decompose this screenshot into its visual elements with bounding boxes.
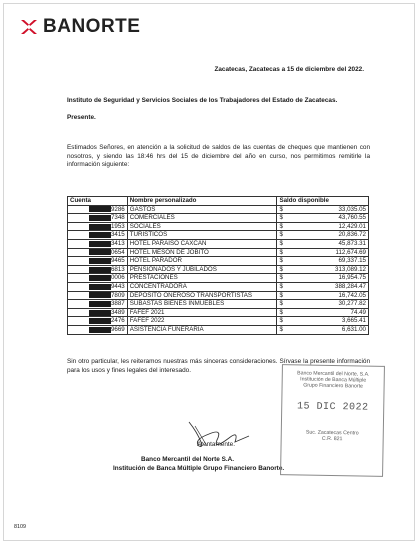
currency-symbol: $ (279, 317, 283, 325)
account-suffix: 2476 (110, 317, 125, 325)
currency-symbol: $ (279, 248, 283, 256)
cell-saldo (277, 291, 369, 300)
cell-nombre: CONCENTRADORA (127, 282, 277, 291)
cell-cuenta (68, 248, 128, 257)
cell-cuenta (68, 222, 128, 231)
stamp-date: 15 DIC 2022 (296, 400, 369, 414)
account-suffix: 9443 (110, 282, 125, 290)
stamp-code: C.R. 821 (321, 435, 343, 442)
banorte-logo (18, 16, 140, 38)
bank-stamp (280, 364, 385, 477)
cell-saldo (277, 265, 369, 274)
table-row (68, 308, 369, 317)
redaction-bar (89, 267, 111, 273)
cell-saldo (277, 248, 369, 257)
account-suffix: 9465 (110, 257, 125, 265)
table-row (68, 325, 369, 334)
cell-nombre: DEPOSITO ONEROSO TRANSPORTISTAS (127, 291, 277, 300)
account-suffix: 3415 (110, 231, 125, 239)
signature-bank-institution: Institución de Banca Múltiple Grupo Financiero Banorte. (113, 465, 285, 472)
cell-nombre: SUBASTAS BIENES INMUEBLES (127, 300, 277, 309)
stamp-line-2: Institución de Banca Múltiple (300, 376, 367, 384)
balance-value: 313,089.12 (335, 265, 366, 273)
balance-value: 16,954.75 (338, 274, 366, 282)
cell-cuenta (68, 257, 128, 266)
cell-cuenta (68, 300, 128, 309)
balance-value: 6,631.00 (341, 325, 366, 333)
account-suffix: 0654 (110, 248, 125, 256)
table-row (68, 248, 369, 257)
cell-cuenta (68, 317, 128, 326)
balance-value: 16,742.05 (338, 291, 366, 299)
redaction-bar (89, 206, 111, 212)
currency-symbol: $ (279, 325, 283, 333)
account-suffix: 9286 (110, 205, 125, 213)
balance-value: 112,674.69 (335, 248, 366, 256)
redaction-bar (89, 224, 111, 230)
table-row (68, 257, 369, 266)
cell-nombre: FAFEF 2022 (127, 317, 277, 326)
currency-symbol: $ (279, 308, 283, 316)
currency-symbol: $ (279, 300, 283, 308)
balance-value: 12,429.01 (338, 222, 366, 230)
table-row (68, 274, 369, 283)
table-header-row (68, 197, 369, 206)
cell-cuenta (68, 274, 128, 283)
table-row (68, 222, 369, 231)
cell-nombre: COMERCIALES (127, 214, 277, 223)
currency-symbol: $ (279, 239, 283, 247)
table-row (68, 231, 369, 240)
balance-value: 20,836.72 (338, 231, 366, 239)
cell-nombre: PRESTACIONES (127, 274, 277, 283)
currency-symbol: $ (279, 274, 283, 282)
cell-saldo (277, 205, 369, 214)
account-suffix: 3489 (110, 308, 125, 316)
balance-value: 74.49 (350, 308, 366, 316)
redaction-bar (89, 215, 111, 221)
currency-symbol: $ (279, 257, 283, 265)
handwritten-signature (179, 416, 259, 456)
cell-cuenta (68, 265, 128, 274)
table-row (68, 291, 369, 300)
balance-value: 45,873.31 (338, 239, 366, 247)
brand-name: BANORTE (43, 16, 141, 37)
account-suffix: 3887 (110, 300, 125, 308)
footer-code: 8109 (14, 524, 26, 530)
intro-paragraph: Estimados Señores, en atención a la solicitud de saldos de las cuentas de cheques que mantienen con nosotros, y siendo las 18:46 hrs del 15 de diciembre del año en curso, nos permitimos remitirle la información siguiente: (67, 144, 370, 169)
cell-saldo (277, 231, 369, 240)
cell-cuenta (68, 231, 128, 240)
account-suffix: 3413 (110, 239, 125, 247)
stamp-branch: Suc. Zacatecas Centro (305, 429, 359, 437)
cell-cuenta (68, 239, 128, 248)
balance-value: 69,337.15 (338, 257, 366, 265)
account-suffix: 0006 (110, 274, 125, 282)
redaction-bar (89, 232, 111, 238)
cell-saldo (277, 282, 369, 291)
cell-saldo (277, 325, 369, 334)
cell-nombre: HOTEL PARAISO CAXCAN (127, 239, 277, 248)
cell-saldo (277, 257, 369, 266)
salutation: Presente. (67, 114, 96, 121)
cell-nombre: TURISTICOS (127, 231, 277, 240)
closing-paragraph: Sin otro particular, les reiteramos nuestras más sinceras consideraciones. Sírvase la presente información para los usos y fines legales del interesado. (67, 358, 370, 374)
table-body (68, 205, 369, 334)
balance-value: 33,035.05 (338, 205, 366, 213)
currency-symbol: $ (279, 265, 283, 273)
stamp-line-3: Grupo Financiero Banorte (303, 382, 363, 390)
table-row (68, 317, 369, 326)
col-header-cuenta: Cuenta (68, 197, 128, 206)
account-suffix: 7809 (110, 291, 125, 299)
cell-cuenta (68, 214, 128, 223)
currency-symbol: $ (279, 222, 283, 230)
cell-nombre: SOCIALES (127, 222, 277, 231)
signature-bank-name: Banco Mercantil del Norte S.A. (141, 456, 235, 463)
cell-cuenta (68, 291, 128, 300)
redaction-bar (89, 258, 111, 264)
table-row (68, 282, 369, 291)
account-suffix: 6813 (110, 265, 125, 273)
table-row (68, 214, 369, 223)
account-suffix: 9669 (110, 325, 125, 333)
redaction-bar (89, 327, 111, 333)
cell-nombre: GASTOS (127, 205, 277, 214)
cell-saldo (277, 308, 369, 317)
currency-symbol: $ (279, 231, 283, 239)
cell-nombre: FAFEF 2021 (127, 308, 277, 317)
cell-cuenta (68, 282, 128, 291)
redaction-bar (89, 284, 111, 290)
balance-value: 388,284.47 (335, 282, 366, 290)
cell-nombre: HOTEL PARADOR (127, 257, 277, 266)
table-row (68, 300, 369, 309)
atentamente: Atentamente. (197, 441, 236, 448)
table-row (68, 265, 369, 274)
redaction-bar (89, 310, 111, 316)
cell-nombre: ASISTENCIA FUNERARIA (127, 325, 277, 334)
balance-value: 30,277.82 (338, 300, 366, 308)
recipient: Instituto de Seguridad y Servicios Sociales de los Trabajadores del Estado de Zacatecas. (67, 97, 338, 104)
balance-value: 3,665.41 (341, 317, 366, 325)
cell-nombre: HOTEL MESON DE JOBITO (127, 248, 277, 257)
cell-saldo (277, 300, 369, 309)
table-row (68, 205, 369, 214)
cell-cuenta (68, 325, 128, 334)
cell-saldo (277, 214, 369, 223)
stamp-line-1: Banco Mercantil del Norte, S.A. (297, 370, 370, 378)
cell-cuenta (68, 308, 128, 317)
cell-saldo (277, 274, 369, 283)
currency-symbol: $ (279, 282, 283, 290)
cell-saldo (277, 317, 369, 326)
redaction-bar (89, 249, 111, 255)
letter-page (3, 3, 415, 541)
redaction-bar (89, 292, 111, 298)
currency-symbol: $ (279, 291, 283, 299)
currency-symbol: $ (279, 205, 283, 213)
balance-value: 43,760.55 (338, 214, 366, 222)
banorte-logo-icon (18, 16, 40, 38)
cell-nombre: PENSIONADOS Y JUBILADOS (127, 265, 277, 274)
redaction-bar (89, 318, 111, 324)
cell-saldo (277, 239, 369, 248)
redaction-bar (89, 275, 111, 281)
letter-date: Zacatecas, Zacatecas a 15 de diciembre del 2022. (214, 66, 364, 73)
col-header-nombre: Nombre personalizado (127, 197, 277, 206)
account-suffix: 7348 (110, 214, 125, 222)
redaction-bar (89, 301, 111, 307)
table-row (68, 239, 369, 248)
balances-table (67, 196, 369, 335)
currency-symbol: $ (279, 214, 283, 222)
account-suffix: 1953 (110, 222, 125, 230)
cell-cuenta (68, 205, 128, 214)
redaction-bar (89, 241, 111, 247)
col-header-saldo: Saldo disponible (277, 197, 369, 206)
cell-saldo (277, 222, 369, 231)
